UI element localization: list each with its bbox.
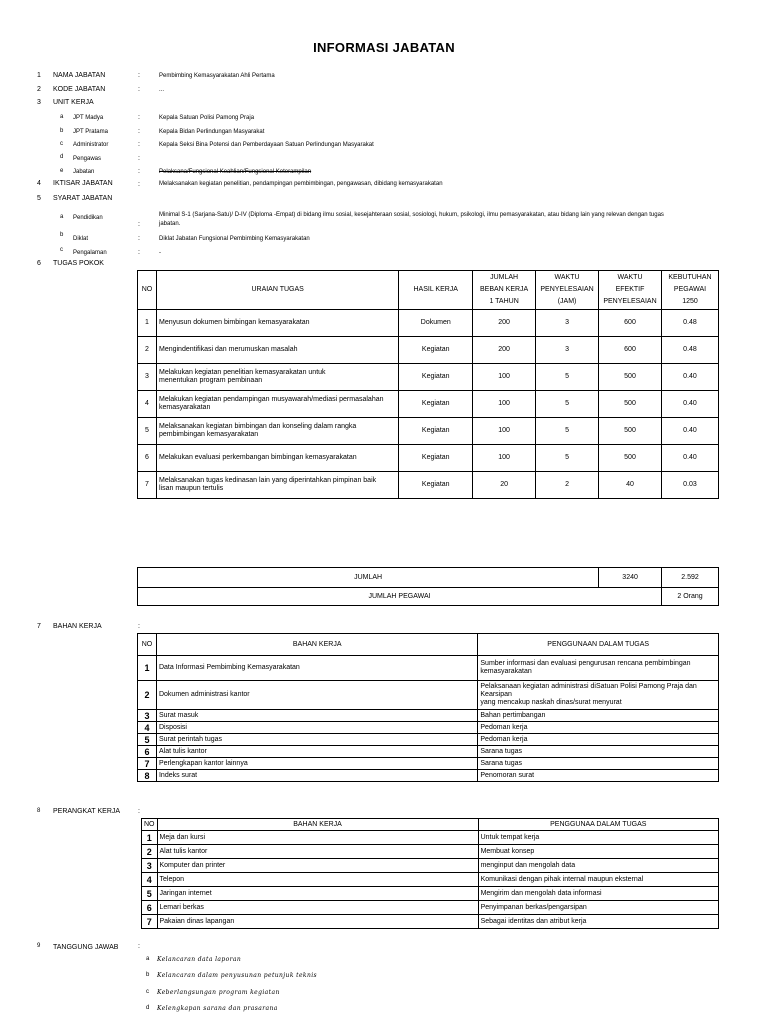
tugas-header-uraian: URAIAN TUGAS (156, 271, 398, 310)
perangkat-kerja-table (141, 818, 719, 929)
section-8-number: 8 (37, 808, 41, 814)
header-line: EFEKTIF (615, 286, 645, 293)
section-1-value: Pembimbing Kemasyarakatan Ahli Pertama (159, 73, 275, 79)
uraian-line: menentukan program pembinaan (158, 377, 263, 384)
unit-kerja-letter: c (60, 141, 63, 147)
section-8-label: PERANGKAT KERJA (53, 808, 121, 815)
unit-kerja-label: JPT Madya (73, 115, 104, 121)
cell-no: 6 (138, 746, 157, 758)
total-pegawai-label: JUMLAH PEGAWAI (138, 588, 662, 606)
cell-bahan: Dokumen administrasi kantor (156, 681, 477, 710)
header-line: PENYELESAIAN (603, 298, 657, 305)
tanggung-text: Kelancaran dalam penyusunan petunjuk teknis (157, 972, 318, 979)
section-1-colon: : (138, 72, 140, 79)
guna-line: yang mencakup naskah dinas/surat menyurat (480, 699, 622, 706)
guna-line: kemasyarakatan (480, 668, 532, 675)
tanggung-letter: d (146, 1005, 150, 1011)
syarat-value: Diklat Jabatan Fungsional Pembimbing Kemasyarakatan (159, 236, 310, 242)
table-row (142, 831, 719, 845)
cell-no: 4 (142, 873, 158, 887)
cell-guna: Penomoran surat (478, 770, 719, 782)
cell-no: 2 (142, 845, 158, 859)
cell-guna: Untuk tempat kerja (478, 831, 718, 845)
section-9-label: TANGGUNG JAWAB (53, 944, 119, 951)
bahan-header-bahan: BAHAN KERJA (156, 634, 477, 656)
cell-uraian (156, 472, 398, 499)
cell-waktu: 3 (536, 337, 599, 364)
perangkat-header-no: NO (142, 819, 158, 831)
cell-no: 1 (138, 656, 157, 681)
section-4-number: 4 (37, 180, 41, 187)
unit-kerja-colon: : (138, 155, 140, 162)
cell-no: 1 (138, 310, 157, 337)
table-row (138, 758, 719, 770)
cell-bahan: Alat tulis kantor (156, 746, 477, 758)
table-row (138, 734, 719, 746)
unit-kerja-letter: d (60, 154, 64, 160)
cell-guna: Penyimpanan berkas/pengarsipan (478, 901, 718, 915)
cell-uraian (156, 310, 398, 337)
cell-guna: Komunikasi dengan pihak internal maupun eksternal (478, 873, 718, 887)
cell-no: 8 (138, 770, 157, 782)
cell-jumlah: 200 (473, 337, 536, 364)
tanggung-text: Kelengkapan sarana dan prasarana (157, 1005, 278, 1012)
header-line: JUMLAH (490, 274, 519, 281)
uraian-line: Melaksanakan kegiatan bimbingan dan konseling dalam rangka (158, 423, 357, 430)
table-row (142, 901, 719, 915)
syarat-value: - (159, 250, 161, 256)
cell-bahan: Pakaian dinas lapangan (157, 915, 478, 929)
cell-jumlah: 200 (473, 310, 536, 337)
cell-jumlah: 100 (473, 364, 536, 391)
unit-kerja-letter: b (60, 128, 64, 134)
tugas-header-efektif (599, 271, 662, 310)
cell-efektif: 500 (599, 418, 662, 445)
cell-no: 5 (138, 418, 157, 445)
cell-bahan: Alat tulis kantor (157, 845, 478, 859)
cell-hasil: Dokumen (399, 310, 473, 337)
table-row (142, 845, 719, 859)
section-3-label: UNIT KERJA (53, 99, 94, 106)
syarat-letter: c (60, 247, 63, 253)
total-jumlah-kebutuhan: 2.592 (662, 568, 719, 588)
unit-kerja-label: JPT Pratama (73, 129, 108, 135)
unit-kerja-colon: : (138, 128, 140, 135)
unit-kerja-colon: : (138, 168, 140, 175)
cell-bahan: Jaringan internet (157, 887, 478, 901)
section-3-number: 3 (37, 99, 41, 106)
cell-bahan: Surat perintah tugas (156, 734, 477, 746)
section-8-colon: : (138, 808, 140, 815)
cell-no: 3 (142, 859, 158, 873)
cell-guna: Bahan pertimbangan (478, 710, 719, 722)
uraian-line: Menyusun dokumen bimbingan kemasyarakatan (158, 319, 310, 326)
section-2-colon: : (138, 86, 140, 93)
cell-waktu: 5 (536, 391, 599, 418)
uraian-line: Melaksanakan tugas kedinasan lain yang diperintahkan pimpinan baik (158, 477, 377, 484)
syarat-colon: : (138, 221, 140, 228)
section-6-label: TUGAS POKOK (53, 260, 104, 267)
section-6-number: 6 (37, 260, 41, 267)
cell-no: 5 (142, 887, 158, 901)
cell-jumlah: 100 (473, 391, 536, 418)
cell-hasil: Kegiatan (399, 337, 473, 364)
section-4-colon: : (138, 181, 140, 188)
cell-kebutuhan: 0.40 (661, 364, 718, 391)
cell-kebutuhan: 0.40 (661, 391, 718, 418)
unit-kerja-label: Pengawas (73, 156, 102, 162)
section-5-label: SYARAT JABATAN (53, 195, 113, 202)
cell-bahan: Meja dan kursi (157, 831, 478, 845)
cell-hasil: Kegiatan (399, 391, 473, 418)
header-line: 1250 (682, 298, 698, 305)
table-row (138, 746, 719, 758)
cell-guna: Membuat konsep (478, 845, 718, 859)
syarat-colon: : (138, 249, 140, 256)
cell-kebutuhan: 0.03 (661, 472, 718, 499)
cell-efektif: 600 (599, 310, 662, 337)
unit-kerja-value: Kepala Bidan Perlindungan Masyarakat (159, 129, 265, 135)
cell-guna: Pedoman kerja (478, 722, 719, 734)
total-jumlah-label: JUMLAH (138, 568, 599, 588)
section-5-number: 5 (37, 195, 41, 202)
table-row (142, 887, 719, 901)
syarat-value-cont: jabatan. (159, 221, 181, 227)
cell-hasil: Kegiatan (399, 418, 473, 445)
total-pegawai-value: 2 Orang (662, 588, 719, 606)
section-4-value: Melaksanakan kegiatan penelitian, pendampingan pembimbingan, pengawasan, dibidang kemasyarakatan (159, 181, 443, 187)
tanggung-letter: b (146, 972, 150, 978)
table-row (142, 915, 719, 929)
header-line: KEBUTUHAN (668, 274, 712, 281)
cell-no: 3 (138, 710, 157, 722)
cell-guna: Mengirim dan mengolah data informasi (478, 887, 718, 901)
syarat-label: Diklat (73, 236, 89, 242)
table-row (138, 681, 719, 710)
cell-waktu: 5 (536, 418, 599, 445)
cell-no: 6 (138, 445, 157, 472)
header-line: BEBAN KERJA (479, 286, 529, 293)
table-row (138, 364, 719, 391)
table-row (138, 722, 719, 734)
cell-kebutuhan: 0.40 (661, 445, 718, 472)
cell-bahan: Lemari berkas (157, 901, 478, 915)
cell-jumlah: 100 (473, 418, 536, 445)
cell-jumlah: 100 (473, 445, 536, 472)
unit-kerja-label: Jabatan (73, 169, 95, 175)
header-line: WAKTU (617, 274, 643, 281)
tanggung-letter: a (146, 956, 150, 962)
table-row (138, 337, 719, 364)
unit-kerja-value: Pelaksana/Fungsional Keahlian/Fungsional Keterampilan (159, 169, 312, 175)
table-row (138, 310, 719, 337)
section-2-number: 2 (37, 86, 41, 93)
guna-line: Pelaksanaan kegiatan administrasi diSatuan Polisi Pamong Praja dan Kearsipan (480, 683, 697, 698)
bahan-header-no: NO (138, 634, 157, 656)
cell-guna (478, 656, 719, 681)
cell-bahan: Indeks surat (156, 770, 477, 782)
table-row (142, 873, 719, 887)
section-9-number: 9 (37, 943, 41, 949)
tanggung-text: Kelancaran data laporan (157, 956, 242, 963)
unit-kerja-letter: e (60, 168, 64, 174)
cell-no: 7 (138, 758, 157, 770)
cell-bahan: Disposisi (156, 722, 477, 734)
table-row (138, 445, 719, 472)
bahan-kerja-table (137, 633, 719, 782)
cell-no: 3 (138, 364, 157, 391)
cell-waktu: 2 (536, 472, 599, 499)
uraian-line: Melakukan kegiatan penelitian kemasyarakatan untuk (158, 369, 326, 376)
unit-kerja-label: Administrator (73, 142, 109, 148)
table-row (138, 656, 719, 681)
cell-hasil: Kegiatan (399, 445, 473, 472)
tugas-header-kebutuhan (661, 271, 718, 310)
totals-table (137, 567, 719, 606)
header-line: 1 TAHUN (489, 298, 519, 305)
tugas-header-hasil: HASIL KERJA (399, 271, 473, 310)
bahan-header-guna: PENGGUNAAN DALAM TUGAS (478, 634, 719, 656)
perangkat-header-guna: PENGGUNAA DALAM TUGAS (478, 819, 718, 831)
cell-bahan: Komputer dan printer (157, 859, 478, 873)
cell-guna: menginput dan mengolah data (478, 859, 718, 873)
cell-bahan: Surat masuk (156, 710, 477, 722)
header-line: PENYELESAIAN (540, 286, 594, 293)
table-row (138, 391, 719, 418)
cell-kebutuhan: 0.48 (661, 310, 718, 337)
cell-uraian (156, 337, 398, 364)
cell-kebutuhan: 0.40 (661, 418, 718, 445)
cell-uraian (156, 445, 398, 472)
cell-no: 1 (142, 831, 158, 845)
cell-no: 6 (142, 901, 158, 915)
section-1-number: 1 (37, 72, 41, 79)
section-9-colon: : (138, 943, 140, 950)
guna-line: Sumber informasi dan evaluasi pengurusan rencana pembimbingan (480, 660, 691, 667)
uraian-line: lisan maupun tertulis (158, 485, 224, 492)
unit-kerja-colon: : (138, 114, 140, 121)
section-2-value: ... (159, 87, 165, 93)
syarat-label: Pendidikan (73, 215, 103, 221)
cell-no: 7 (142, 915, 158, 929)
tugas-header-jumlah (473, 271, 536, 310)
cell-hasil: Kegiatan (399, 472, 473, 499)
section-7-number: 7 (37, 623, 41, 630)
cell-guna: Sarana tugas (478, 746, 719, 758)
table-row (142, 859, 719, 873)
cell-efektif: 40 (599, 472, 662, 499)
cell-uraian (156, 391, 398, 418)
cell-efektif: 500 (599, 391, 662, 418)
unit-kerja-colon: : (138, 141, 140, 148)
tanggung-letter: c (146, 989, 149, 995)
section-1-label: NAMA JABATAN (53, 72, 106, 79)
cell-no: 4 (138, 722, 157, 734)
cell-no: 2 (138, 337, 157, 364)
section-7-label: BAHAN KERJA (53, 623, 102, 630)
uraian-line: Melakukan evaluasi perkembangan bimbingan kemasyarakatan (158, 454, 357, 461)
cell-kebutuhan: 0.48 (661, 337, 718, 364)
syarat-label: Pengalaman (73, 250, 107, 256)
cell-jumlah: 20 (473, 472, 536, 499)
cell-no: 5 (138, 734, 157, 746)
cell-waktu: 3 (536, 310, 599, 337)
total-jumlah-efektif: 3240 (599, 568, 662, 588)
page-title: INFORMASI JABATAN (313, 40, 455, 55)
section-2-label: KODE JABATAN (53, 86, 106, 93)
cell-bahan: Telepon (157, 873, 478, 887)
cell-guna: Sarana tugas (478, 758, 719, 770)
header-line: WAKTU (554, 274, 580, 281)
cell-waktu: 5 (536, 445, 599, 472)
cell-bahan: Data Informasi Pembimbing Kemasyarakatan (156, 656, 477, 681)
tugas-pokok-table (137, 270, 719, 499)
cell-guna: Pedoman kerja (478, 734, 719, 746)
cell-efektif: 600 (599, 337, 662, 364)
perangkat-header-bahan: BAHAN KERJA (157, 819, 478, 831)
cell-no: 7 (138, 472, 157, 499)
syarat-value: Minimal S-1 (Sarjana-Satu)/ D-IV (Diploma -Empat) di bidang ilmu sosial, kesejahteraan sosial, sosiologi, hukum, psikologi, ilmu pemasyarakatan, atau bidang lain yang relevan dengan tugas (159, 212, 664, 218)
table-row (138, 418, 719, 445)
header-line: PEGAWAI (673, 286, 707, 293)
uraian-line: Melakukan kegiatan pendampingan musyawarah/mediasi permasalahan (158, 396, 384, 403)
cell-bahan: Perlengkapan kantor lainnya (156, 758, 477, 770)
table-row (138, 710, 719, 722)
cell-guna: Sebagai identitas dan atribut kerja (478, 915, 718, 929)
table-row (138, 770, 719, 782)
cell-waktu: 5 (536, 364, 599, 391)
cell-hasil: Kegiatan (399, 364, 473, 391)
tugas-header-no: NO (138, 271, 157, 310)
cell-uraian (156, 418, 398, 445)
uraian-line: pembimbingan kemasyarakatan (158, 431, 259, 438)
section-4-label: IKTISAR JABATAN (53, 180, 113, 187)
tanggung-text: Keberlangsungan program kegiatan (157, 989, 280, 996)
syarat-letter: a (60, 214, 64, 220)
section-7-colon: : (138, 623, 140, 630)
unit-kerja-value: Kepala Seksi Bina Potensi dan Pemberdayaan Satuan Perlindungan Masyarakat (159, 142, 374, 148)
cell-no: 4 (138, 391, 157, 418)
unit-kerja-letter: a (60, 114, 64, 120)
syarat-letter: b (60, 232, 64, 238)
cell-guna (478, 681, 719, 710)
tugas-header-waktu (536, 271, 599, 310)
cell-efektif: 500 (599, 364, 662, 391)
table-row (138, 472, 719, 499)
cell-efektif: 500 (599, 445, 662, 472)
cell-uraian (156, 364, 398, 391)
uraian-line: Mengindentifikasi dan merumuskan masalah (158, 346, 298, 353)
cell-no: 2 (138, 681, 157, 710)
syarat-colon: : (138, 235, 140, 242)
header-line: (JAM) (557, 298, 577, 305)
uraian-line: kemasyarakatan (158, 404, 211, 411)
unit-kerja-value: Kepala Satuan Polisi Pamong Praja (159, 115, 255, 121)
